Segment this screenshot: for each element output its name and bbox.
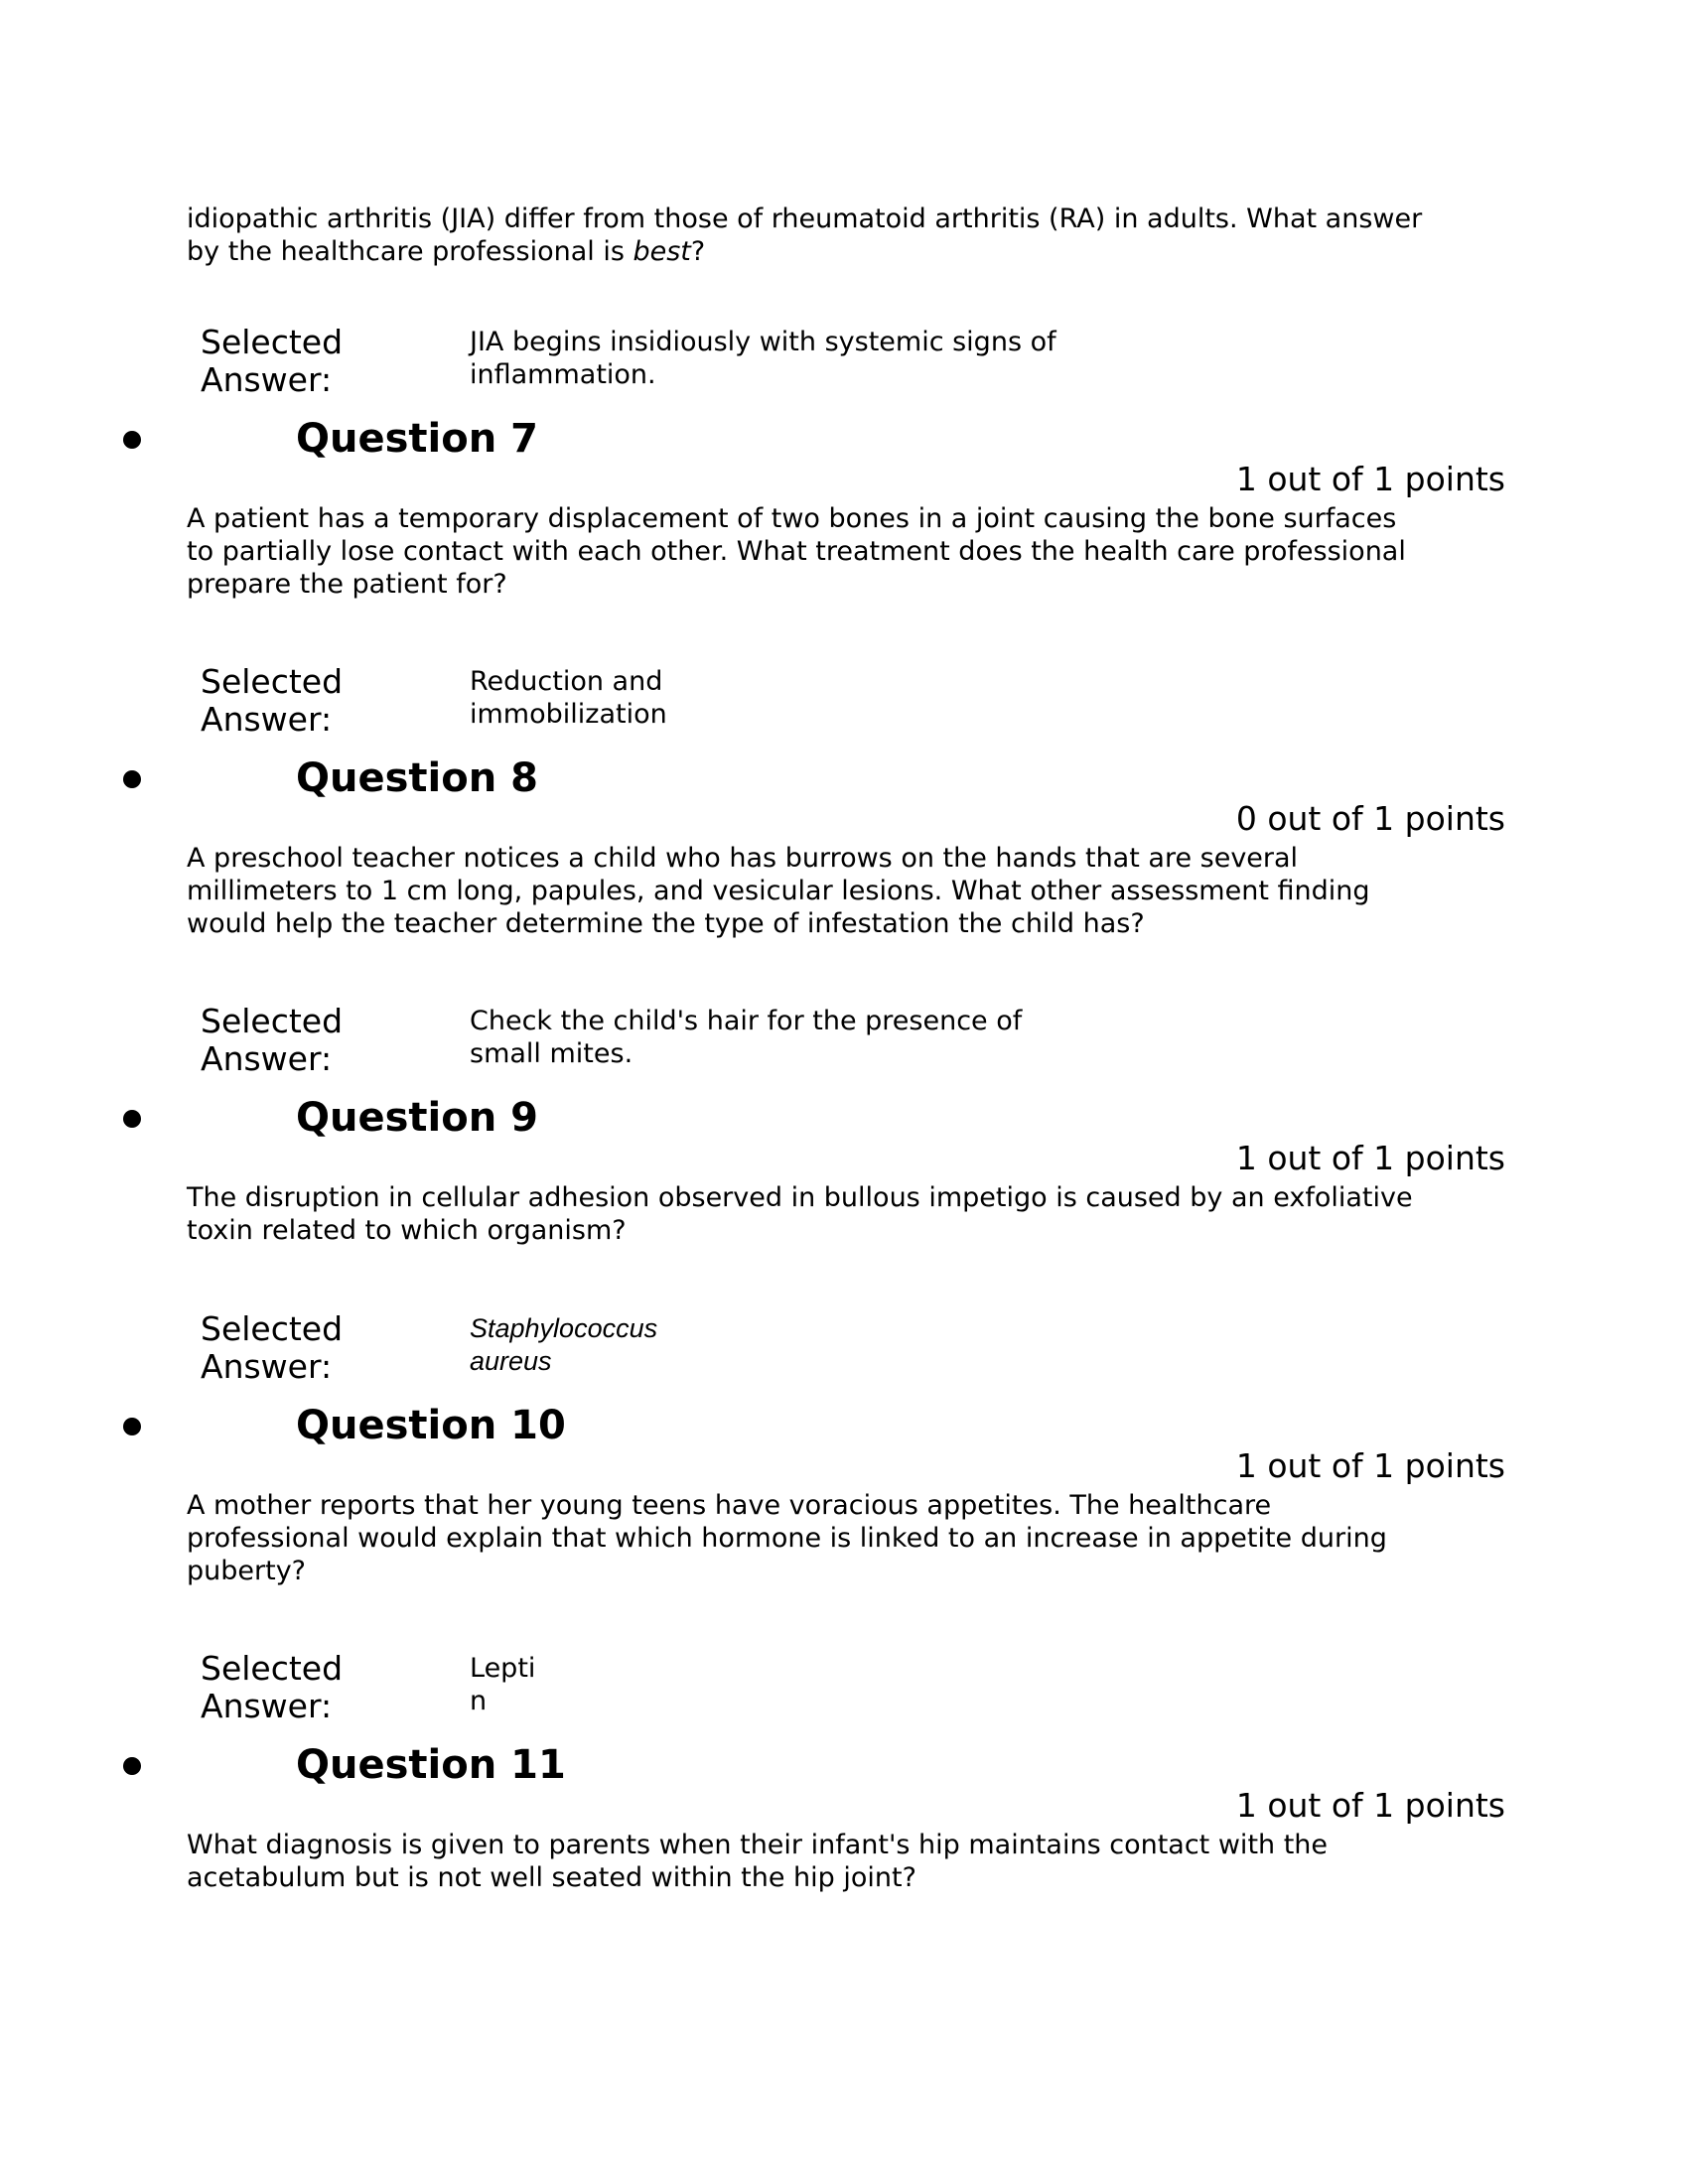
question-title: Question 10 [296,1403,566,1448]
selected-answer-value: Leptin [470,1653,536,1716]
question-points: 1 out of 1 points [1235,1139,1505,1177]
selected-answer-value: JIA begins insidiously with systemic signs of inflammation. [470,327,1056,390]
question-6-text-emphasis: best [633,236,691,267]
selected-answer-label: Selected Answer: [201,323,344,399]
question-6-text-end: ? [690,236,706,267]
selected-answer-value: Check the child's hair for the presence of small mites. [470,1006,1023,1069]
question-title: Question 9 [296,1095,538,1141]
question-6-text-main: idiopathic arthritis (JIA) differ from those of rheumatoid arthritis (RA) in adults. What answer by the healthcare professional is [187,204,1423,267]
question-text: A patient has a temporary displacement of two bones in a joint causing the bone surfaces to partially lose contact with each other. What treatment does the health care professional prepare the patient for? [187,503,1406,600]
selected-answer-label: Selected Answer: [201,1309,344,1386]
question-points: 1 out of 1 points [1235,1786,1505,1825]
selected-answer-label: Selected Answer: [201,1002,344,1078]
question-title: Question 8 [296,755,538,801]
question-6-text [187,203,1428,268]
selected-answer-label: Selected Answer: [201,1649,344,1725]
selected-answer-value: Staphylococcus aureus [470,1313,658,1376]
selected-answer-value: Reduction and immobilization [470,666,667,730]
question-points: 1 out of 1 points [1235,1446,1505,1485]
question-title: Question 11 [296,1742,566,1788]
bullet-icon [123,1757,141,1775]
question-title: Question 7 [296,416,538,462]
question-text: The disruption in cellular adhesion observed in bullous impetigo is caused by an exfoliative toxin related to which organism? [187,1182,1413,1246]
question-text: What diagnosis is given to parents when their infant's hip maintains contact with the acetabulum but is not well seated within the hip joint? [187,1830,1329,1893]
bullet-icon [123,1418,141,1435]
question-text: A preschool teacher notices a child who has burrows on the hands that are several millimeters to 1 cm long, papules, and vesicular lesions. What other assessment finding would help the teacher determine the type of infestation the child has? [187,843,1370,939]
bullet-icon [123,431,141,449]
bullet-icon [123,770,141,788]
bullet-icon [123,1110,141,1128]
question-text: A mother reports that her young teens have voracious appetites. The healthcare professional would explain that which hormone is linked to an increase in appetite during puberty? [187,1490,1387,1586]
question-points: 1 out of 1 points [1235,460,1505,498]
selected-answer-label: Selected Answer: [201,662,344,739]
question-points: 0 out of 1 points [1235,799,1505,838]
